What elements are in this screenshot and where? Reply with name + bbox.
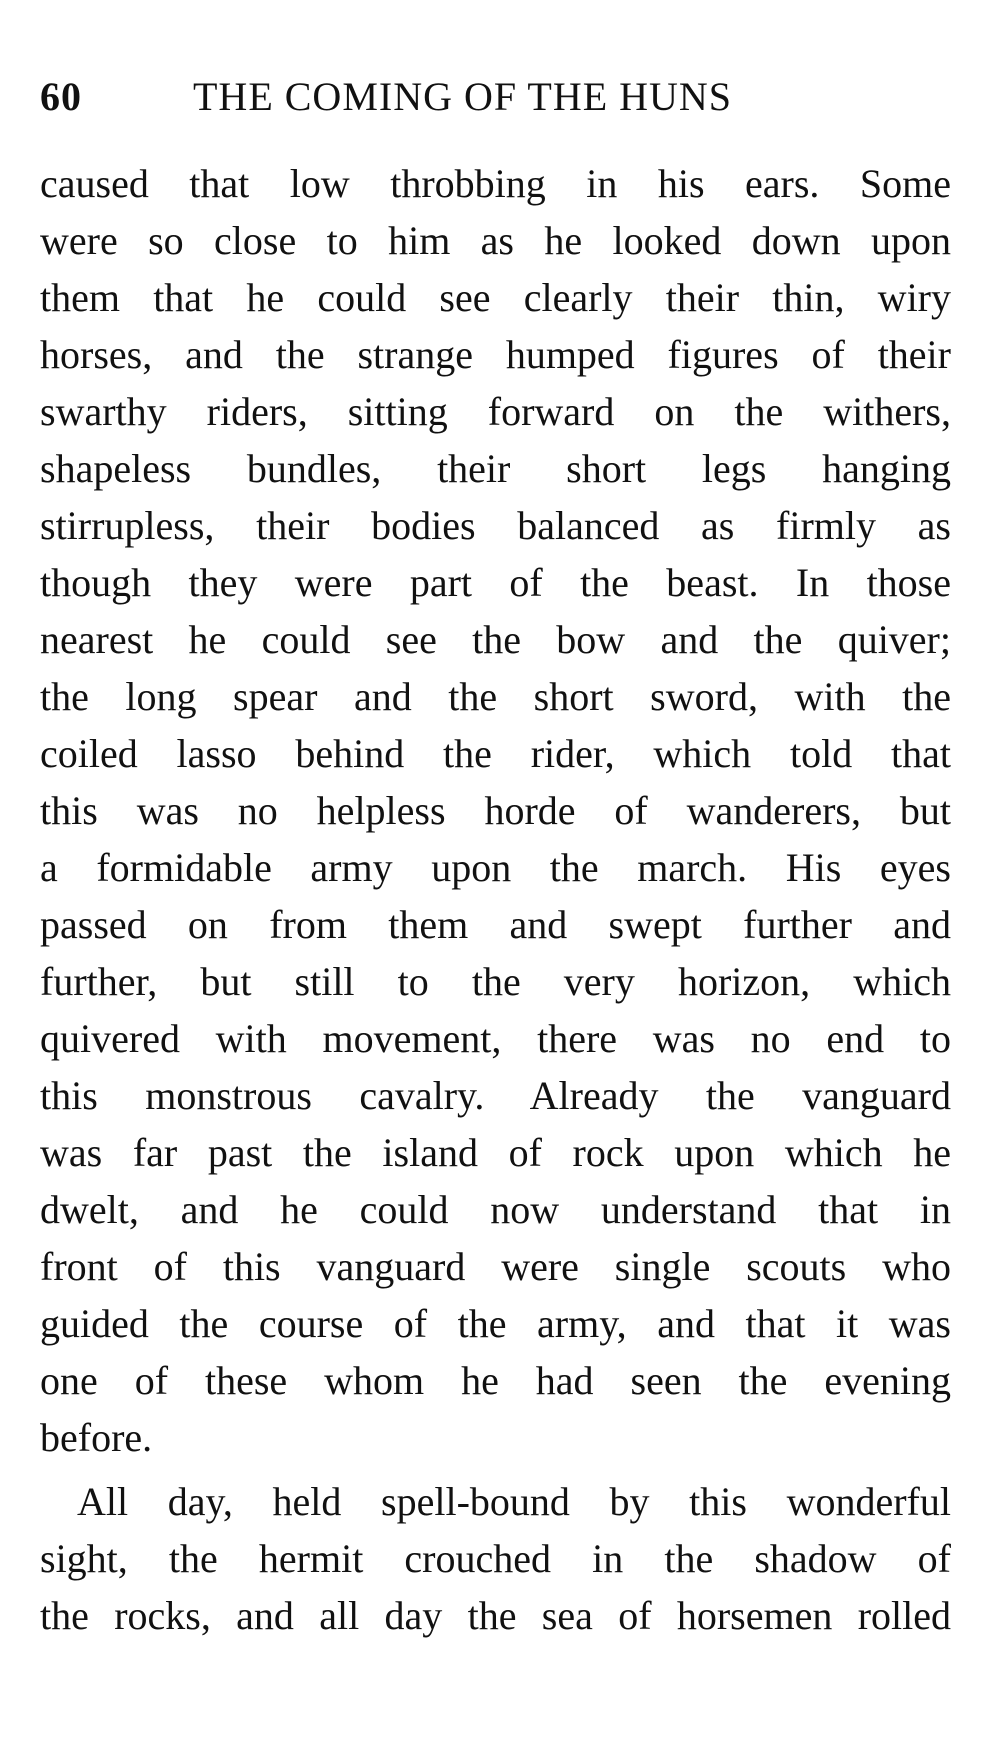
text-line: further, but still to the very horizon, which	[40, 959, 951, 1004]
text-line: horses, and the strange humped figures of their	[40, 332, 951, 377]
text-line: a formidable army upon the march. His eyes	[40, 845, 951, 890]
text-line: swarthy riders, sitting forward on the withers,	[40, 389, 951, 434]
text-line: was far past the island of rock upon which he	[40, 1130, 951, 1175]
page-number: 60	[40, 74, 82, 119]
paragraph-2	[40, 1473, 951, 1644]
text-line: quivered with movement, there was no end to	[40, 1016, 951, 1061]
paragraph-gap	[40, 1466, 951, 1473]
text-line: sight, the hermit crouched in the shadow of	[40, 1536, 951, 1581]
text-line: shapeless bundles, their short legs hanging	[40, 446, 951, 491]
text-line: guided the course of the army, and that it was	[40, 1301, 951, 1346]
text-line: the long spear and the short sword, with the	[40, 674, 951, 719]
text-line: All day, held spell-bound by this wonderful	[77, 1479, 951, 1524]
text-line: though they were part of the beast. In those	[40, 560, 951, 605]
text-line: coiled lasso behind the rider, which told that	[40, 731, 951, 776]
text-line: front of this vanguard were single scouts who	[40, 1244, 951, 1289]
running-title: THE COMING OF THE HUNS	[193, 74, 733, 119]
text-line: caused that low throbbing in his ears. Some	[40, 161, 951, 206]
body-text	[40, 155, 951, 1644]
text-line: this was no helpless horde of wanderers, but	[40, 788, 951, 833]
text-line: stirrupless, their bodies balanced as firmly as	[40, 503, 951, 548]
text-line: the rocks, and all day the sea of horsemen rolled	[40, 1593, 951, 1638]
text-line: passed on from them and swept further and	[40, 902, 951, 947]
text-line: were so close to him as he looked down upon	[40, 218, 951, 263]
text-line: nearest he could see the bow and the quiver;	[40, 617, 951, 662]
text-line: dwelt, and he could now understand that in	[40, 1187, 951, 1232]
running-head	[40, 72, 940, 122]
text-line: one of these whom he had seen the evening	[40, 1358, 951, 1403]
text-line: them that he could see clearly their thin, wiry	[40, 275, 951, 320]
text-line: this monstrous cavalry. Already the vanguard	[40, 1073, 951, 1118]
text-line: before.	[40, 1415, 153, 1460]
paragraph-1	[40, 155, 951, 1466]
